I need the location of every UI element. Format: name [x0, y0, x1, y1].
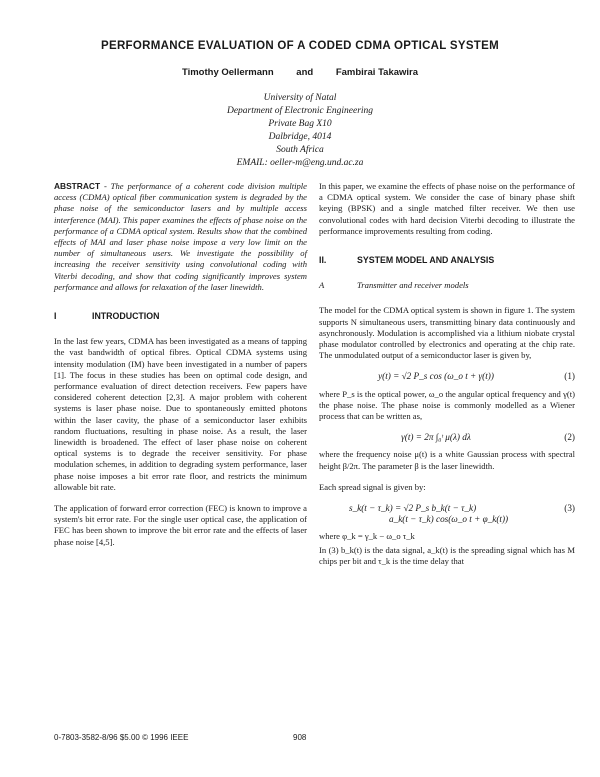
paragraph: In this paper, we examine the effects of phase noise on the performance of a CDMA optical system. We consider the case of binary phase shift keying (BPSK) and a single matched filter receiver. We then use convolutional codes with hard decision Viterbi decoding to illustrate the performance improvements resulting from coding. [319, 181, 575, 236]
abstract-label: ABSTRACT [54, 181, 101, 191]
left-column [54, 181, 307, 558]
section-number: I [54, 311, 57, 322]
right-column [319, 181, 575, 567]
equation-1 [319, 371, 575, 382]
abstract [54, 181, 307, 293]
affiliation-line: Dalbridge, 4014 [268, 132, 332, 142]
affiliation-block [0, 92, 600, 170]
equation-number: (1) [564, 371, 575, 382]
abstract-text: - The performance of a coherent code division multiple access (CDMA) optical fiber communication system is degraded by the phase noise of the semiconductor lasers and by multiple access interference (MAI). This paper examines the effects of phase noise on the performance of a CDMA optical system. Results show that the combined effects of MAI and laser phase noise impose a very low limit on the number of simultaneous users. We investigate the possibility of increasing the receiver sensitivity using convolutional coding with Viterbi decoding, and show that coding significantly improves system performance and allows for relaxation of the laser linewidth. [54, 181, 307, 292]
affiliation-line: Department of Electronic Engineering [226, 106, 374, 116]
paragraph: In the last few years, CDMA has been investigated as a means of tapping the vast bandwidth of optical fibres. Optical CDMA systems using intensity modulation (IM) have been investigated in a number of papers [1]. The focus in these studies has been on optimal code design, and performance evaluation of direct detection receivers. Few papers have considered coherent detection [2,3]. A major problem with coherent systems is laser phase noise. Due to spontaneously emitted photons within the laser cavity, the phase of a semiconductor laser exhibits random fluctuations, resulting in phase noise. As a result, the laser linewidth is broadened. The effect of laser phase noise on coherent optical systems is to degrade the receiver sensitivity. For phase modulation schemes, in addition to degrading system performance, laser phase noise imposes a bit error rate floor, and restricts the minimum allowable bit rate. [54, 336, 307, 492]
equation-number: (2) [564, 432, 575, 443]
subsection-title: Transmitter and receiver models [357, 280, 469, 291]
author-1: Timothy Oellermann [181, 67, 274, 78]
affiliation-line: University of Natal [263, 93, 337, 103]
paragraph: The application of forward error correction (FEC) is known to improve a system's bit error rate. For the single user optical case, the application of FEC has been shown to improve the bit error rate and the effects of laser phase noise [4,5]. [54, 503, 307, 547]
equation-where: where φ_k = γ_k − ω_o τ_k [319, 531, 415, 542]
copyright-footer: 0-7803-3582-8/96 $5.00 © 1996 IEEE [54, 733, 189, 742]
equation-body-line-1: s_k(t − τ_k) = √2 P_s b_k(t − τ_k) [349, 503, 477, 514]
section-title: SYSTEM MODEL AND ANALYSIS [357, 255, 495, 266]
affiliation-email: EMAIL: oeller-m@eng.und.ac.za [236, 158, 364, 168]
paragraph: The model for the CDMA optical system is shown in figure 1. The system supports N simultaneous users, transmitting binary data continuously and asynchronously. Modulation is accomplished via a lithium niobate crystal phase modulator controlled by electronics and operating at the chip rate. The unmodulated output of a semiconductor laser is given by, [319, 305, 575, 361]
equation-2 [319, 432, 575, 443]
equation-3 [319, 503, 575, 525]
page-number: 908 [293, 733, 307, 742]
paper-title: PERFORMANCE EVALUATION OF A CODED CDMA OPTICAL SYSTEM [101, 40, 499, 52]
author-conjunction: and [296, 67, 314, 78]
section-heading-introduction [54, 311, 307, 322]
equation-body: y(t) = √2 P_s cos (ω_o t + γ(t)) [378, 371, 494, 382]
section-title: INTRODUCTION [92, 311, 160, 322]
equation-body-line-2: a_k(t − τ_k) cos(ω_o t + φ_k(t)) [389, 514, 509, 525]
affiliation-line: South Africa [276, 145, 324, 155]
paragraph: Each spread signal is given by: [319, 481, 426, 492]
paragraph: where P_s is the optical power, ω_o the angular optical frequency and γ(t) the phase noise. The phase noise is commonly modelled as a Wiener process that can be written as, [319, 388, 575, 422]
subsection-number: A [319, 280, 325, 291]
equation-number: (3) [564, 503, 575, 514]
author-line [0, 67, 600, 78]
section-heading-system-model [319, 255, 575, 266]
paragraph: In (3) b_k(t) is the data signal, a_k(t) is the spreading signal which has M chips per bit and τ_k is the time delay that [319, 544, 575, 566]
subsection-heading [319, 280, 575, 291]
affiliation-line: Private Bag X10 [268, 119, 332, 129]
section-number: II. [319, 255, 327, 266]
paragraph: where the frequency noise μ(t) is a white Gaussian process with spectral height β/2π. The parameter β is the laser linewidth. [319, 449, 575, 471]
equation-body: γ(t) = 2π ∫₀ᵗ μ(λ) dλ [401, 432, 471, 443]
author-2: Fambirai Takawira [335, 67, 419, 78]
